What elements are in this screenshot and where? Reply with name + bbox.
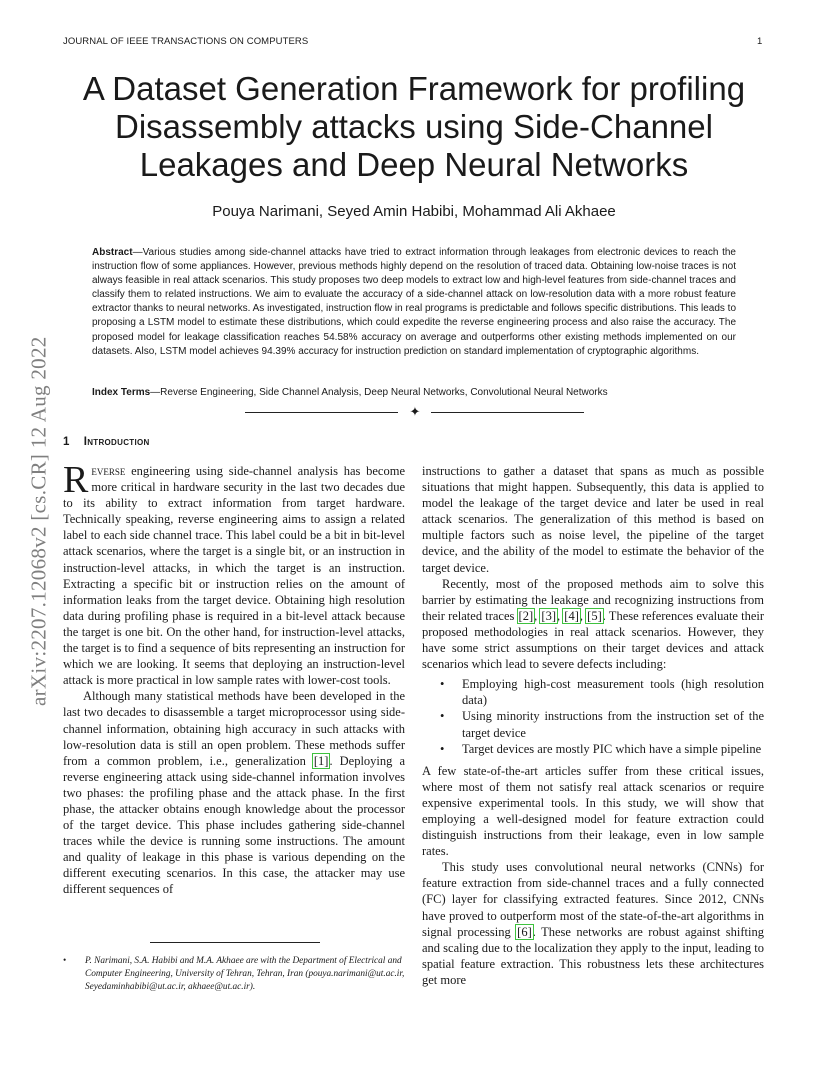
paragraph-text: Although many statistical methods have been developed in the last two decades to disassemble a target microprocessor using side-channel information, obtaining high accuracy in such attacks with low-resolution data is still an open problem. These methods suffer from a common problem, i.e., generalization xyxy=(63,689,405,768)
list-item: • Using minority instructions from the instruction set of the target device xyxy=(422,708,764,740)
citation-link[interactable]: [5] xyxy=(587,608,602,623)
diamond-icon: ✦ xyxy=(409,404,421,419)
running-header: JOURNAL OF IEEE TRANSACTIONS ON COMPUTERS xyxy=(63,36,309,47)
intro-paragraph-6 xyxy=(422,859,764,988)
paragraph-text: . These references evaluate their proposed methodologies in real attack scenarios. However, they have some strict assumptions on their target devices and attack scenarios which lead to severe defects including: xyxy=(422,608,765,672)
citation-link[interactable]: [4] xyxy=(564,608,579,623)
citation-link[interactable]: [3] xyxy=(541,608,556,623)
intro-paragraph-2 xyxy=(63,688,405,897)
right-column xyxy=(422,463,764,988)
paper-title: A Dataset Generation Framework for profiling Disassembly attacks using Side-Channel Leakages and Deep Neural Networks xyxy=(82,70,746,183)
author-list: Pouya Narimani, Seyed Amin Habibi, Mohammad Ali Akhaee xyxy=(212,203,616,220)
section-title: Introduction xyxy=(83,436,150,448)
abstract: Abstract—Various studies among side-channel attacks have tried to extract information through leakages from electronic devices to reach the instruction flow of some appliances. However, previous methods highly depend on the resolution of traced data. Obtaining low-noise traces is not always feasible in real attack scenarios. This study proposes two deep models to extract low and high-level features from side-channel traces and classify them to related instructions. We aim to evaluate the accuracy of a side-channel attack on low-resolution data with a more robust feature extractor thanks to neural networks. As investigated, instruction flow in real programs is predictable and follows specific distributions. This leads to proposing a LSTM model to estimate these distributions, which could expedite the reverse engineering process and also raise the accuracy. The proposed model for leakage classification reaches 54.58% accuracy on average and outperforms other existing methods implemented on our datasets. Also, LSTM model achieves 94.39% accuracy for instruction prediction on standard implementation of cryptographic algorithms. xyxy=(92,247,737,357)
defects-list xyxy=(422,676,764,756)
citation-link[interactable]: [2] xyxy=(518,608,534,623)
intro-paragraph-5: A few state-of-the-art articles suffer from these critical issues, where most of them not satisfy real attack scenarios or require expensive experimental tools. In this study, we will show that employing a well-designed model for feature extraction could distinguish instructions from their leakage, even in low sample rates. xyxy=(422,763,764,859)
index-terms: Index Terms—Reverse Engineering, Side Channel Analysis, Deep Neural Networks, Convolutional Neural Networks xyxy=(92,387,608,398)
paragraph-text: engineering using side-channel analysis has become more critical in hardware security in the last two decades due to its ability to extract information from target hardware. Technically speaking, reverse engineering aims to assign a related label to each side channel trace. This label could be a bit in bit-level attack scenarios, where the target is a single bit, or an instruction in instruction-level attacks, in which the target is an instruction. Extracting a specific bit or instruction relies on the amount of information leaks from the target device. Obtaining high resolution data during profiling phase is required in a bit-level attack because the target is one bit. On the other hand, for instruction-level attacks, the target is to find a sequence of bits representing an instruction for which we are looking. It seems that deploying an instruction-level attack is more practical in low sample rates with lower-cost tools. xyxy=(63,464,405,688)
list-item: • Target devices are mostly PIC which have a simple pipeline xyxy=(422,741,764,757)
footnote-text: P. Narimani, S.A. Habibi and M.A. Akhaee are with the Department of Electrical and Computer Engineering, University of Tehran, Tehran, Iran (pouya.narimani@ut.ac.ir, Seyedaminhabibi@ut.ac.ir, akhaee@ut.ac.ir). xyxy=(85,956,405,992)
section-number: 1 xyxy=(63,436,70,448)
section-heading xyxy=(63,436,150,448)
page-number: 1 xyxy=(757,36,763,47)
footnote-rule xyxy=(150,942,320,943)
arxiv-identifier-stamp: arXiv:2207.12068v2 [cs.CR] 12 Aug 2022 xyxy=(26,336,51,706)
author-affiliation-footnote xyxy=(63,955,405,994)
drop-cap: R xyxy=(63,459,89,501)
left-column xyxy=(63,459,405,898)
intro-paragraph-3: instructions to gather a dataset that spans as much as possible situations that might happen. Subsequently, this data is applied to model the leakage of the target device and later be used in real attack scenarios. The generalization of this method is based on multiple factors such as noise level, the pipeline of the target device, and the ability of the model to estimate the behavior of the target device. xyxy=(422,464,764,575)
drop-cap-smallcaps: everse xyxy=(91,464,126,478)
citation-link[interactable]: [6] xyxy=(517,924,532,939)
index-terms-text: Reverse Engineering, Side Channel Analysis, Deep Neural Networks, Convolutional Neural Networks xyxy=(160,387,608,398)
footnote-bullet: • xyxy=(63,956,67,966)
separator-left xyxy=(245,412,398,413)
intro-paragraph-4: Recently, most of the proposed methods aim to solve this barrier by estimating the leakage and recognizing instructions from their related traces [2], [3], [4], [5]. These references evaluate their proposed methodologies in real attack scenarios. However, they have some strict assumptions on their target devices and attack scenarios which lead to severe defects including: xyxy=(422,576,765,672)
citation-link[interactable]: [1] xyxy=(313,753,329,768)
list-item: • Employing high-cost measurement tools (high resolution data) xyxy=(422,676,764,708)
separator-right xyxy=(431,412,584,413)
index-terms-label: Index Terms xyxy=(92,387,151,398)
abstract-label: Abstract xyxy=(92,247,133,258)
paragraph-text: Recently, most of the proposed methods aim to solve this barrier by estimating the leakage and recognizing instructions from their related traces xyxy=(422,576,764,623)
paragraph-text: . Deploying a reverse engineering attack using side-channel information involves two phases: the profiling phase and the attack phase. In the first phase, the attacker obtains enough knowledge about the processor of the target device. This phase includes gathering side-channel traces while the device is running some instructions. The amount and quality of leakage in this phase is various depending on the different executing scenarios. In this case, the attacker may use different sequences of xyxy=(63,753,405,897)
paragraph-text: This study uses convolutional neural networks (CNNs) for feature extraction from side-channel traces and a fully connected (FC) layer for classifying extracted features. Since 2012, CNNs have proved to outperform most of the state-of-the-art algorithms in signal processing xyxy=(422,860,764,939)
paragraph-text: . These networks are robust against shifting and scaling due to the localization they apply to the input, leading to spatial feature extraction. This robustness lets these architectures get more xyxy=(422,924,764,987)
intro-paragraph-1 xyxy=(63,459,405,688)
abstract-text: Various studies among side-channel attacks have tried to extract information through leakages from electronic devices to reach the instruction flow of some appliances. However, previous methods highly depend on the resolution of traced data. Obtaining low-noise traces is not always feasible in real attack scenarios. This study proposes two deep models to extract low and high-level features from side-channel traces and classify them to related instructions. We aim to evaluate the accuracy of a side-channel attack on low-resolution data with a more robust feature extractor thanks to neural networks. As investigated, instruction flow in real programs is predictable and follows specific distributions. This leads to proposing a LSTM model to estimate these distributions, which could expedite the reverse engineering process and also raise the accuracy. The proposed model for leakage classification reaches 54.58% accuracy on average and outperforms other existing methods implemented on our datasets. Also, LSTM model achieves 94.39% accuracy for instruction prediction on standard implementation of cryptographic algorithms. xyxy=(92,247,737,357)
